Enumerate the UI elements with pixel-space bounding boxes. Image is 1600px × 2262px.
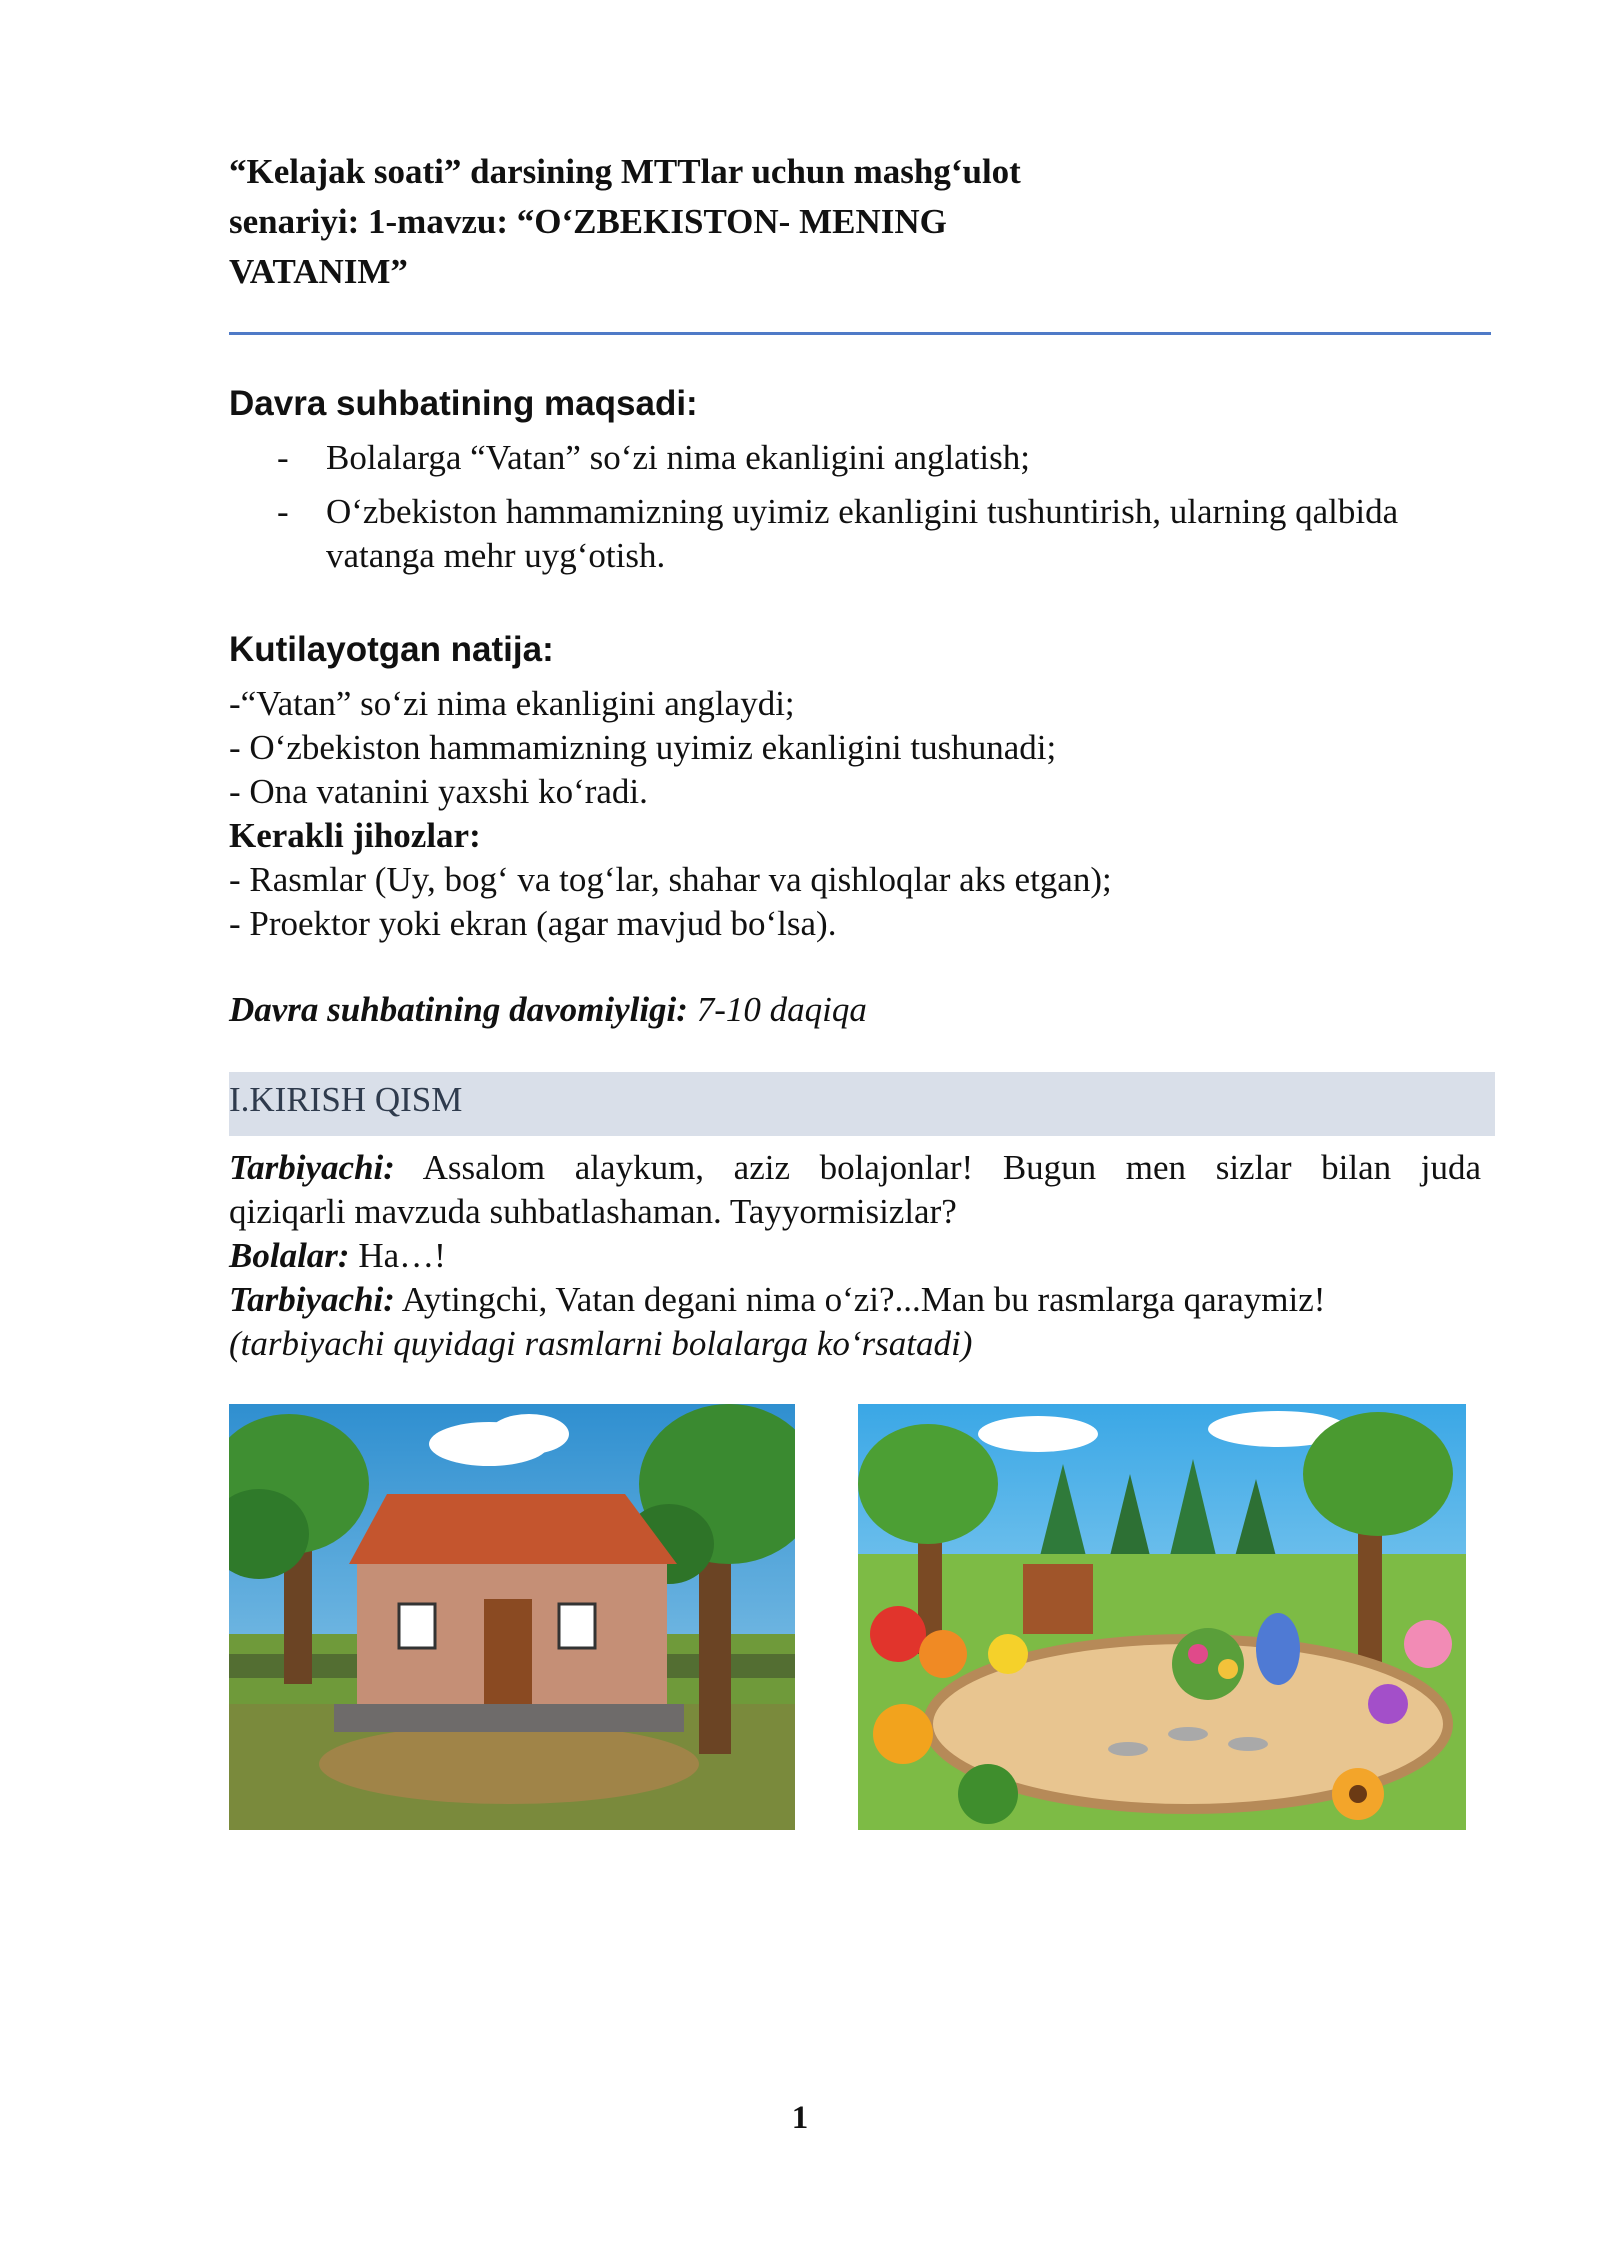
dialogue-line-1: [229, 1146, 1481, 1190]
result-item-3: - Ona vatanini yaxshi ko‘radi.: [229, 772, 648, 811]
goal-list: [229, 436, 1491, 578]
stage-direction: (tarbiyachi quyidagi rasmlarni bolalarga ko‘rsatadi): [229, 1324, 973, 1363]
title-line-2: senariyi: 1-mavzu: “O‘ZBEKISTON- MENING: [229, 202, 947, 241]
result-item-2: - O‘zbekiston hammamizning uyimiz ekanligini tushunadi;: [229, 728, 1057, 767]
result-heading: Kutilayotgan natija:: [229, 630, 554, 669]
dash-marker: -: [277, 438, 289, 477]
equipment-list: [229, 858, 1112, 946]
document-title: [229, 147, 1129, 297]
goal-item-1-text: Bolalarga “Vatan” so‘zi nima ekanligini anglatish;: [326, 438, 1030, 477]
goal-heading: Davra suhbatining maqsadi:: [229, 384, 698, 423]
title-line-3: VATANIM”: [229, 252, 408, 291]
teacher-label: Tarbiyachi:: [229, 1148, 395, 1187]
goal-item-2-line-2: vatanga mehr uyg‘otish.: [326, 536, 666, 575]
page-number: 1: [791, 2100, 809, 2136]
duration-label: Davra suhbatining davomiyligi:: [229, 990, 688, 1029]
children-label: Bolalar:: [229, 1236, 350, 1275]
equipment-item-1: - Rasmlar (Uy, bog‘ va tog‘lar, shahar va qishloqlar aks etgan);: [229, 860, 1112, 899]
result-list: [229, 682, 1056, 814]
title-divider: [229, 332, 1491, 335]
children-text: Ha…!: [349, 1236, 446, 1275]
goal-item-2: [229, 490, 1491, 578]
garden-illustration: [858, 1404, 1466, 1830]
dialogue-line-2: qiziqarli mavzuda suhbatlashaman. Tayyormisizlar?: [229, 1192, 957, 1231]
goal-item-2-line-1: O‘zbekiston hammamizning uyimiz ekanligini tushuntirish, ularning qalbida: [326, 492, 1399, 531]
dialogue-block: [229, 1146, 1481, 1366]
section-title: I.KIRISH QISM: [229, 1080, 463, 1119]
title-line-1: “Kelajak soati” darsining MTTlar uchun mashg‘ulot: [229, 152, 1021, 191]
teacher-text-2: Aytingchi, Vatan degani nima o‘zi?...Man bu rasmlarga qaraymiz!: [394, 1280, 1326, 1319]
dialogue-text-1: Assalom alaykum, aziz bolajonlar! Bugun men sizlar bilan juda: [394, 1148, 1481, 1187]
duration-line: [229, 988, 867, 1032]
result-item-1: -“Vatan” so‘zi nima ekanligini anglaydi;: [229, 684, 795, 723]
dialogue-line-3: [229, 1234, 1481, 1278]
goal-item-1: [229, 436, 1491, 480]
dialogue-line-4: [229, 1278, 1481, 1322]
section-header: [229, 1072, 1495, 1136]
teacher-label-2: Tarbiyachi:: [229, 1280, 395, 1319]
equipment-item-2: - Proektor yoki ekran (agar mavjud bo‘lsa).: [229, 904, 837, 943]
dash-marker: -: [277, 492, 289, 531]
equipment-heading: Kerakli jihozlar:: [229, 816, 481, 855]
house-illustration: [229, 1404, 795, 1830]
duration-value: 7-10 daqiqa: [687, 990, 867, 1029]
